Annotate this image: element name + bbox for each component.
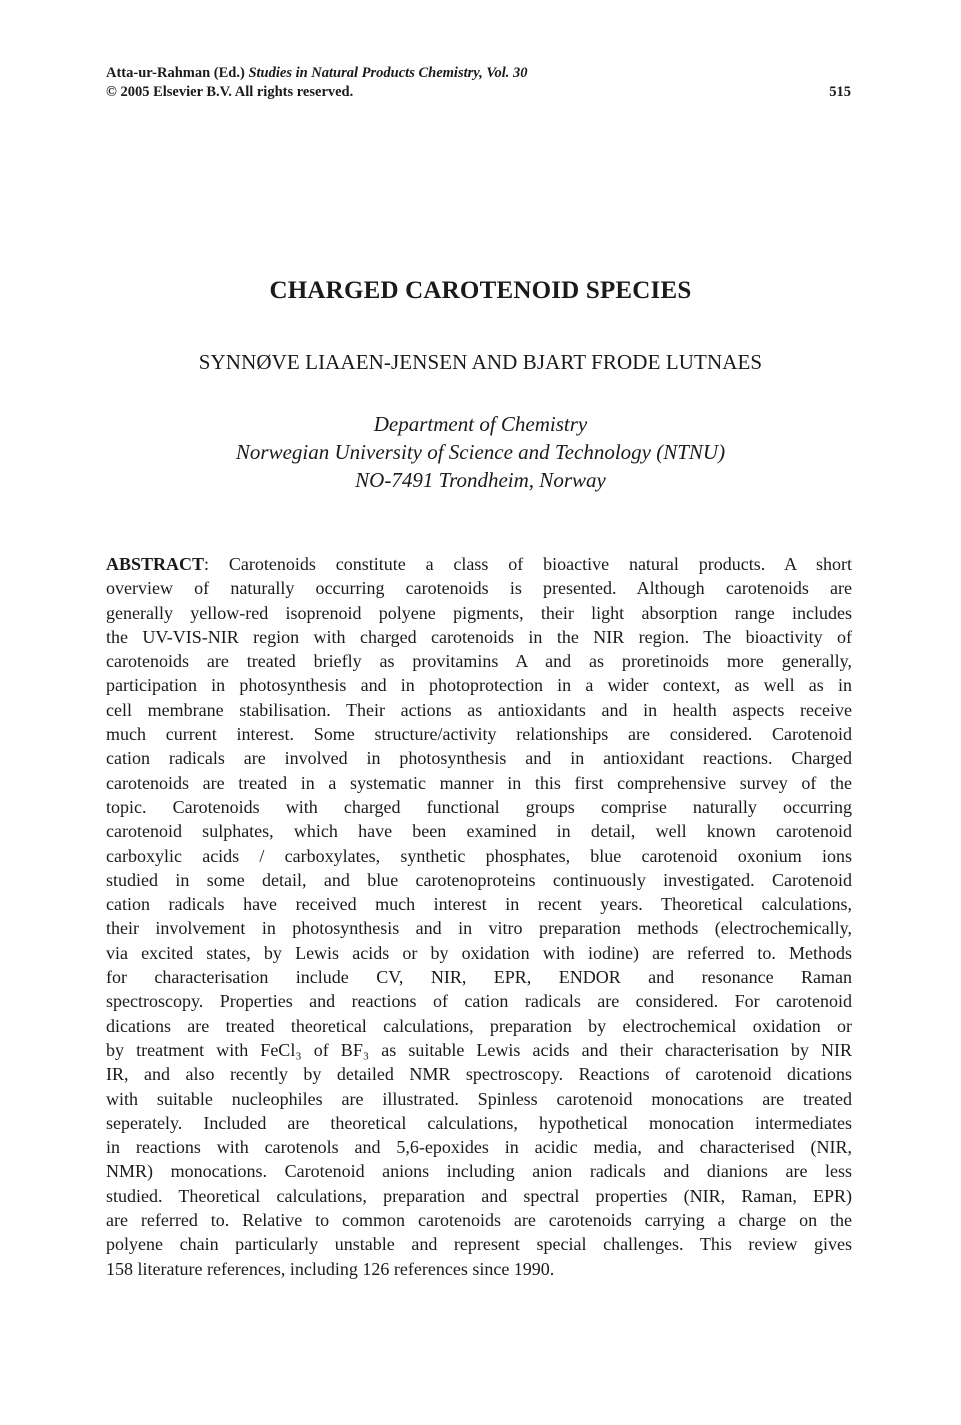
abstract <box>106 552 852 1281</box>
abstract-line: much current interest. Some structure/activity relationships are considered. Carotenoid <box>106 724 852 745</box>
abstract-line: ABSTRACT: Carotenoids constitute a class of bioactive natural products. A short <box>106 554 852 574</box>
editor-name: Atta-ur-Rahman (Ed.) <box>106 65 245 81</box>
copyright-notice: © 2005 Elsevier B.V. All rights reserved. <box>106 84 354 100</box>
running-header <box>106 64 851 102</box>
affiliation-address: NO-7491 Trondheim, Norway <box>355 468 606 492</box>
abstract-line: are referred to. Relative to common carotenoids are carotenoids carrying a charge on the <box>106 1210 852 1231</box>
affiliation-university: Norwegian University of Science and Technology (NTNU) <box>235 440 726 464</box>
abstract-line: cell membrane stabilisation. Their actions as antioxidants and in health aspects receive <box>106 699 852 720</box>
series-title: Studies in Natural Products Chemistry, Vol. 30 <box>248 65 528 81</box>
abstract-line: studied in some detail, and blue carotenoproteins continuously investigated. Carotenoid <box>106 869 852 890</box>
abstract-line: polyene chain particularly unstable and represent special challenges. This review gives <box>106 1234 852 1255</box>
abstract-line: cation radicals are involved in photosynthesis and in antioxidant reactions. Charged <box>106 748 852 769</box>
abstract-line: carotenoid sulphates, which have been examined in detail, well known carotenoid <box>106 821 852 842</box>
abstract-line: carboxylic acids / carboxylates, synthetic phosphates, blue carotenoid oxonium ions <box>106 845 852 866</box>
abstract-line: carotenoids are treated briefly as provitamins A and as proretinoids more generally, <box>106 651 852 672</box>
abstract-line: IR, and also recently by detailed NMR spectroscopy. Reactions of carotenoid dications <box>106 1064 852 1085</box>
abstract-line: overview of naturally occurring carotenoids is presented. Although carotenoids are <box>106 578 852 599</box>
abstract-line: for characterisation include CV, NIR, EPR, ENDOR and resonance Raman <box>106 967 852 988</box>
author-list: SYNNØVE LIAAEN-JENSEN AND BJART FRODE LUTNAES <box>198 350 763 374</box>
abstract-line: the UV-VIS-NIR region with charged carotenoids in the NIR region. The bioactivity of <box>106 626 852 647</box>
abstract-line: studied. Theoretical calculations, preparation and spectral properties (NIR, Raman, EPR) <box>106 1185 852 1206</box>
abstract-line: cation radicals have received much interest in recent years. Theoretical calculations, <box>106 894 852 915</box>
citation-line <box>106 64 851 83</box>
affiliation-department: Department of Chemistry <box>373 412 588 436</box>
abstract-line: by treatment with FeCl₃ of BF₃ as suitable Lewis acids and their characterisation by NIR <box>106 1039 852 1060</box>
copyright-line <box>106 83 851 102</box>
abstract-line: topic. Carotenoids with charged functional groups comprise naturally occurring <box>106 796 852 817</box>
abstract-line: spectroscopy. Properties and reactions of cation radicals are considered. For carotenoid <box>106 991 852 1012</box>
abstract-line: in reactions with carotenols and 5,6-epoxides in acidic media, and characterised (NIR, <box>106 1137 852 1158</box>
abstract-line: seperately. Included are theoretical calculations, hypothetical monocation intermediates <box>106 1112 852 1133</box>
abstract-line: with suitable nucleophiles are illustrated. Spinless carotenoid monocations are treated <box>106 1088 852 1109</box>
abstract-line: dications are treated theoretical calculations, preparation by electrochemical oxidation or <box>106 1015 852 1036</box>
abstract-line: carotenoids are treated in a systematic manner in this first comprehensive survey of the <box>106 772 852 793</box>
abstract-label: ABSTRACT <box>106 554 205 574</box>
abstract-line: via excited states, by Lewis acids or by oxidation with iodine) are referred to. Methods <box>106 942 852 963</box>
article-title: CHARGED CAROTENOID SPECIES <box>269 277 692 304</box>
abstract-line: their involvement in photosynthesis and in vitro preparation methods (electrochemically, <box>106 918 852 939</box>
abstract-line: NMR) monocations. Carotenoid anions including anion radicals and dianions are less <box>106 1161 852 1182</box>
page-number: 515 <box>829 84 851 100</box>
affiliation <box>0 410 961 494</box>
abstract-line: generally yellow-red isoprenoid polyene pigments, their light absorption range includes <box>106 602 852 623</box>
abstract-line: 158 literature references, including 126 references since 1990. <box>106 1258 555 1279</box>
abstract-line: participation in photosynthesis and in photoprotection in a wider context, as well as in <box>106 675 852 696</box>
